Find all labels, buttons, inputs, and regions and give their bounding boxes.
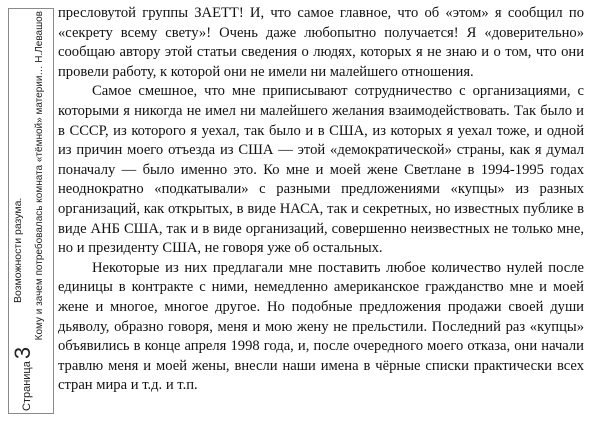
paragraph-1: пресловутой группы ЗАЕТТ! И, что самое главное, что об «этом» я сообщил по «секрету всему свету»! Очень даже любопытно получается! Я «доверительно» сообщаю автору этой статьи сведения о людях, которых я не знаю и о том, что они провели работу, к которой они не имели ни малейшего отношения. <box>58 5 584 80</box>
page-label: Страница <box>21 361 33 411</box>
page-sidebar <box>8 8 54 414</box>
page-number: 3 <box>10 346 35 360</box>
document-subject: Возможности разума. <box>12 197 24 303</box>
page-indicator <box>12 347 34 411</box>
document-title: Кому и зачем потребовалась комната «тёмной» материи… Н.Левашов <box>34 11 45 341</box>
document-body <box>58 4 584 396</box>
paragraph-2: Самое смешное, что мне приписывают сотрудничество с организациями, с которыми я никогда не имел ни малейшего желания взаимодействовать. Так было и в СССР, из которого я уехал, так было и в США, из которых я уехал тоже, и одной из причин моего отъезда из США — этой «демократической» страны, как я думал поначалу — было именно это. Ко мне и моей жене Светлане в 1994-1995 годах неоднократно «подкатывали» с разными предложениями «купцы» из разных организаций, как открытых, в виде НАСА, так и секретных, но известных публике в виде АНБ США, так и в виде организаций, совершенно неизвестных не только мне, но и президенту США, не говоря уже об остальных. <box>58 83 584 257</box>
sidebar-rotated-text <box>10 11 52 411</box>
paragraph-3: Некоторые из них предлагали мне поставить любое количество нулей после единицы в контракте с ними, немедленно американское гражданство мне и моей жене и многое, многое другое. Но подобные предложения продажи своей души дьяволу, образно говоря, меня и мою жену не прельстили. Последний раз «купцы» объявились в конце апреля 1998 года, и, после очередного моего отказа, они начали травлю меня и моей жены, внесли наши имена в чёрные списки практически всех стран мира и т.д. и т.п. <box>58 259 584 394</box>
